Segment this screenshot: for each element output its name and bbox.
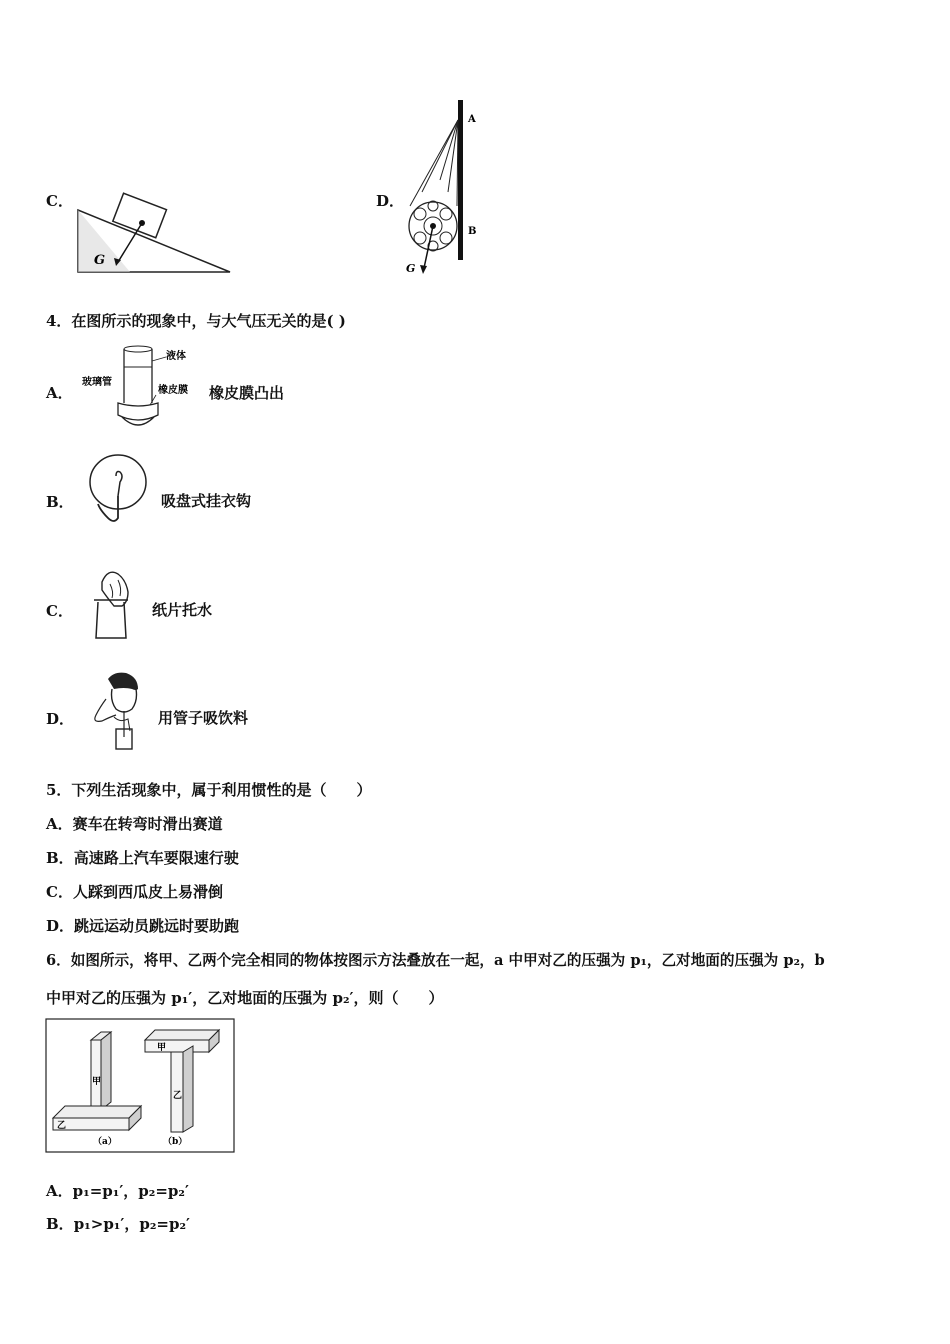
q4-option-c-text: 纸片托水 [152, 601, 213, 619]
fig-label-glass-tube: 玻璃管 [82, 377, 112, 388]
q6-stem-line1: 6．如图所示，将甲、乙两个完全相同的物体按图示方法叠放在一起，a 中甲对乙的压强为 p₁，乙对地面的压强为 p₂，b [46, 952, 825, 969]
force-g-label-d: G [406, 262, 416, 275]
q6-option-b-label: B． [46, 1215, 74, 1233]
q5-option-b-label: B． [46, 849, 74, 867]
q4-option-a-label: A． [46, 384, 73, 402]
q5-option-d-text: 跳远运动员跳远时要助跑 [74, 917, 240, 935]
q4-option-c-label: C． [46, 602, 73, 620]
q5-option-c-text: 人踩到西瓜皮上易滑倒 [72, 883, 223, 901]
q5-option-c-label: C． [46, 883, 73, 901]
q5-option-b [46, 848, 239, 868]
q5-option-a-text: 赛车在转弯时滑出赛道 [72, 815, 223, 833]
q6-option-b [46, 1214, 190, 1234]
straw-drinking-figure [84, 669, 154, 757]
fig-b-yi: 乙 [173, 1091, 183, 1101]
fig-a-yi: 乙 [57, 1121, 67, 1131]
fig-caption-b: （b） [163, 1137, 188, 1147]
suction-hook-figure [84, 452, 154, 530]
q5-stem: 5．下列生活现象中，属于利用惯性的是（ ） [46, 781, 372, 799]
q4-option-b-label: B． [46, 493, 74, 511]
q6-option-a-label: A． [46, 1182, 73, 1200]
point-b-label: B [468, 226, 477, 237]
fig-label-membrane: 橡皮膜 [158, 385, 188, 396]
stacked-blocks-figure [45, 1018, 235, 1154]
q3-option-c-label: C． [46, 192, 73, 210]
q5-option-a-label: A． [46, 815, 73, 833]
q4-option-a-text: 橡皮膜凸出 [209, 384, 285, 402]
q5-option-b-text: 高速路上汽车要限速行驶 [73, 849, 239, 867]
q6-option-a [46, 1181, 189, 1201]
q4-option-d-label: D． [46, 710, 75, 728]
q3-option-d-label: D． [376, 192, 405, 210]
q4-stem: 4．在图所示的现象中，与大气压无关的是( ) [46, 312, 346, 330]
force-g-label-c: G [94, 253, 106, 268]
fig-a-jia: 甲 [92, 1077, 102, 1087]
fig-caption-a: （a） [93, 1137, 117, 1147]
fig-label-liquid: 液体 [166, 351, 186, 362]
point-a-label: A [468, 114, 476, 125]
incline-diagram [70, 190, 240, 280]
q5-option-a [46, 814, 223, 834]
q5-option-d-label: D． [46, 917, 75, 935]
glass-tube-figure [78, 343, 208, 431]
fig-b-jia: 甲 [157, 1043, 167, 1053]
q5-option-d [46, 916, 239, 936]
q5-option-c [46, 882, 223, 902]
paper-water-figure [84, 566, 144, 644]
hanging-ball-diagram [400, 96, 490, 278]
q4-option-b-text: 吸盘式挂衣钩 [161, 492, 252, 510]
q6-option-b-text: p₁>p₁′，p₂=p₂′ [73, 1215, 190, 1233]
q4-option-d-text: 用管子吸饮料 [158, 709, 249, 727]
q6-stem-line2: 中甲对乙的压强为 p₁′，乙对地面的压强为 p₂′，则（ ） [46, 989, 444, 1007]
q6-option-a-text: p₁=p₁′，p₂=p₂′ [72, 1182, 189, 1200]
